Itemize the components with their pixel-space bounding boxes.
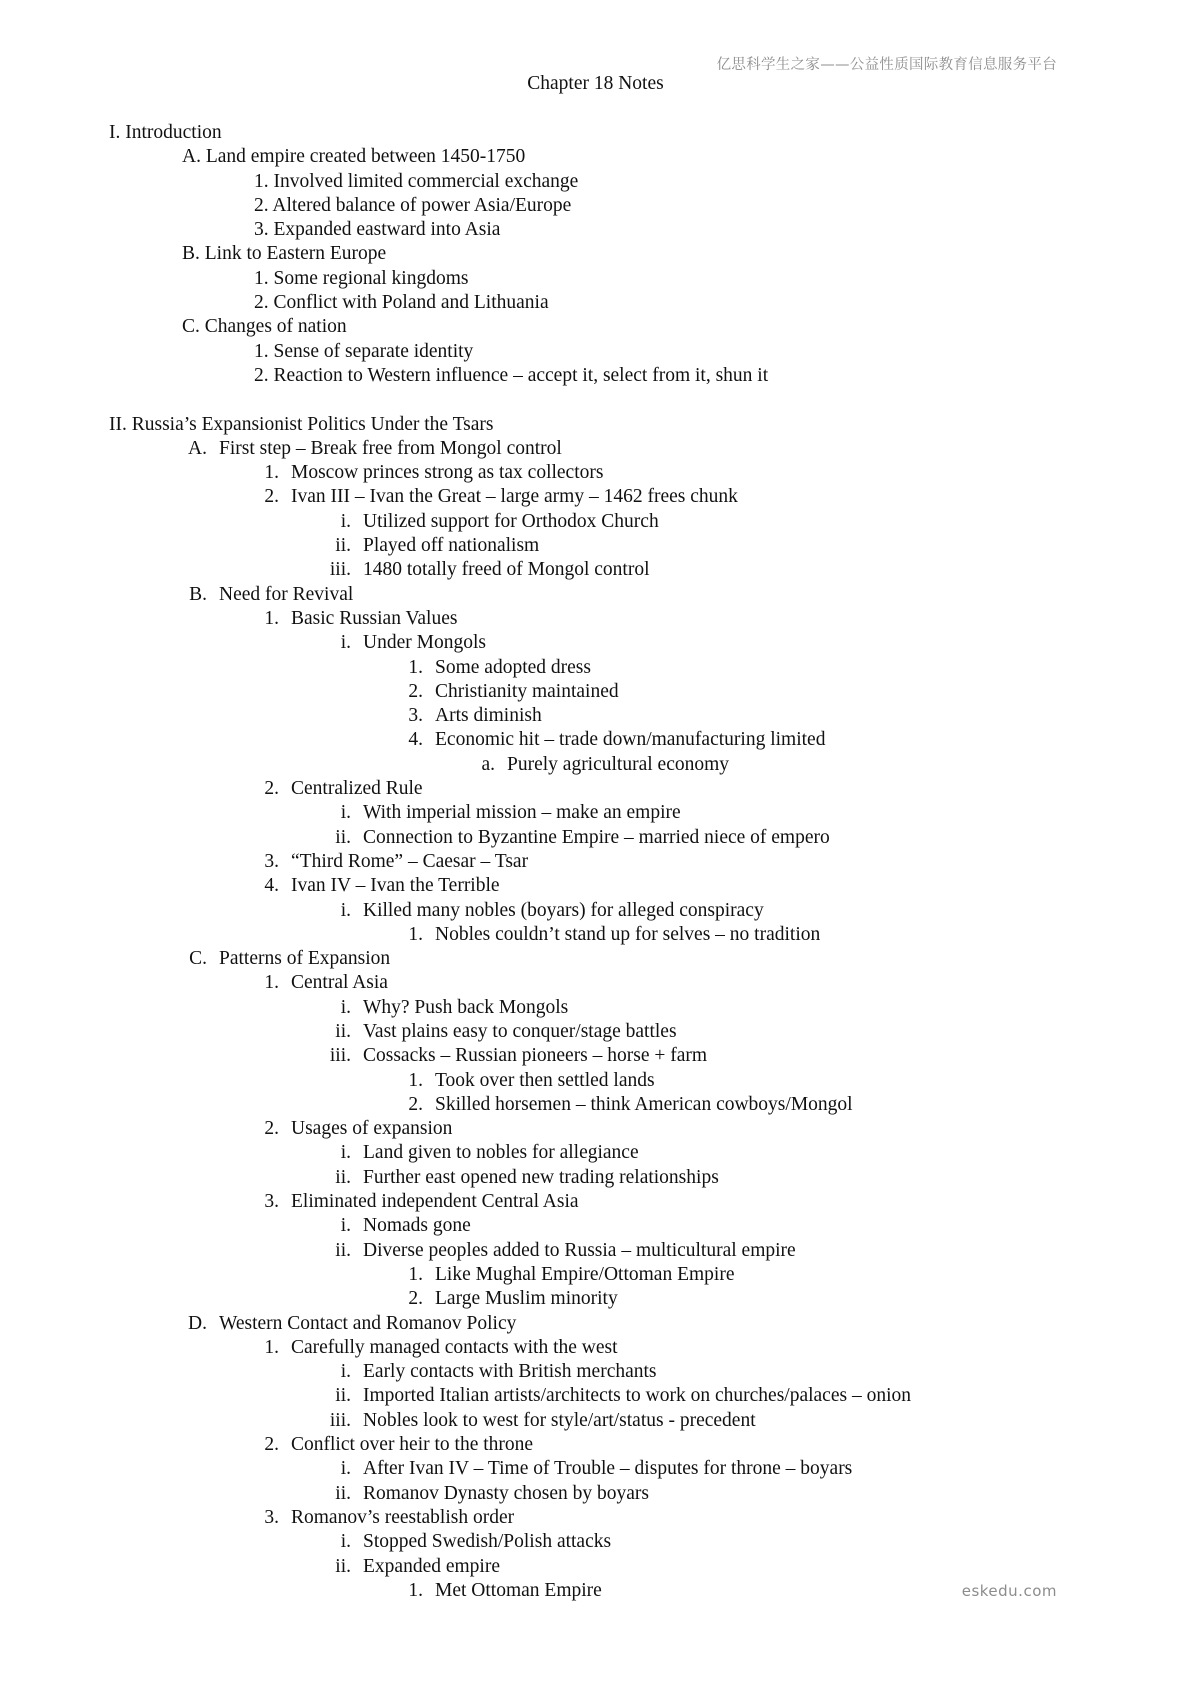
outline-item-text: Land given to nobles for allegiance (363, 1142, 639, 1164)
outline-item-marker: D. (188, 1312, 207, 1334)
outline-item (0, 1239, 1191, 1263)
outline-item (0, 1093, 1191, 1117)
outline-item (0, 461, 1191, 485)
outline-item (0, 1044, 1191, 1068)
outline-item-marker: i. (340, 996, 351, 1018)
outline-item-text: 1. Involved limited commercial exchange (254, 170, 579, 192)
outline-item-text: Eliminated independent Central Asia (291, 1191, 579, 1213)
outline-item-text: Took over then settled lands (435, 1069, 655, 1091)
outline-item-text: After Ivan IV – Time of Trouble – disputes for throne – boyars (363, 1458, 853, 1480)
outline-item (0, 996, 1191, 1020)
outline-item (0, 1482, 1191, 1506)
outline-item (0, 923, 1191, 947)
outline-item-text: Central Asia (291, 972, 388, 994)
outline-item-marker: ii. (335, 826, 351, 848)
outline-item (0, 631, 1191, 655)
outline-item (0, 777, 1191, 801)
outline-item-marker: 2. (408, 1093, 423, 1115)
watermark-header: 亿思科学生之家——公益性质国际教育信息服务平台 (716, 57, 1057, 73)
outline-item-text: Vast plains easy to conquer/stage battles (363, 1020, 677, 1042)
outline-item (0, 558, 1191, 582)
outline-item-marker: 2. (264, 486, 279, 508)
outline-item-text: With imperial mission – make an empire (363, 802, 681, 824)
outline-item-marker: 3. (264, 850, 279, 872)
outline-item (0, 1287, 1191, 1311)
outline-item-text: Killed many nobles (boyars) for alleged conspiracy (363, 899, 764, 921)
outline-item-marker: i. (340, 1458, 351, 1480)
outline-item-marker: i. (340, 802, 351, 824)
outline-item-marker: 1. (408, 1579, 423, 1601)
outline-item-text: Romanov Dynasty chosen by boyars (363, 1482, 649, 1504)
outline-item (0, 218, 1191, 242)
outline-item (0, 753, 1191, 777)
outline-item-marker: 2. (408, 1288, 423, 1310)
outline-item-text: Ivan IV – Ivan the Terrible (291, 875, 500, 897)
outline-item-text: Played off nationalism (363, 535, 540, 557)
outline-item (0, 1433, 1191, 1457)
outline-item-marker: 3. (408, 705, 423, 727)
outline-item (0, 704, 1191, 728)
outline-item-text: Expanded empire (363, 1555, 500, 1577)
page-title: Chapter 18 Notes (527, 73, 664, 94)
section-heading-text: II. Russia’s Expansionist Politics Under the Tsars (109, 413, 494, 435)
outline-item (0, 1166, 1191, 1190)
outline-item-text: Nobles couldn’t stand up for selves – no tradition (435, 923, 821, 945)
outline-item-text: 1. Sense of separate identity (254, 340, 474, 362)
outline-item (0, 437, 1191, 461)
outline-item (0, 267, 1191, 291)
outline-item-text: 2. Reaction to Western influence – accept it, select from it, shun it (254, 364, 769, 386)
outline-item-text: Nobles look to west for style/art/status - precedent (363, 1409, 756, 1431)
outline-item-marker: ii. (335, 1385, 351, 1407)
outline-item-marker: 3. (264, 1506, 279, 1528)
section-heading-text: I. Introduction (109, 122, 222, 143)
outline-item (0, 145, 1191, 169)
outline-item-text: Utilized support for Orthodox Church (363, 510, 659, 532)
outline-item (0, 1384, 1191, 1408)
outline-item (0, 1263, 1191, 1287)
outline-item (0, 1020, 1191, 1044)
outline-item (0, 1190, 1191, 1214)
outline-item-marker: iii. (329, 1409, 351, 1431)
outline-item-text: 2. Altered balance of power Asia/Europe (254, 194, 572, 216)
outline-item-marker: ii. (335, 1555, 351, 1577)
outline-item (0, 1069, 1191, 1093)
outline-item (0, 607, 1191, 631)
outline-item-text: Further east opened new trading relationships (363, 1166, 719, 1188)
outline-item-marker: 4. (408, 729, 423, 751)
outline-item-text: Romanov’s reestablish order (291, 1506, 515, 1528)
outline-item-text: Connection to Byzantine Empire – married niece of empero (363, 826, 830, 848)
outline-item-text: Cossacks – Russian pioneers – horse + farm (363, 1045, 708, 1067)
outline-item (0, 170, 1191, 194)
outline-item (0, 899, 1191, 923)
outline-item-text: Under Mongols (363, 632, 486, 654)
outline-item-marker: 1. (408, 1069, 423, 1091)
outline-item-text: A. Land empire created between 1450-1750 (182, 146, 526, 168)
outline-item (0, 680, 1191, 704)
outline-item-marker: 4. (264, 875, 279, 897)
outline-item-text: Basic Russian Values (291, 607, 458, 629)
outline-item-text: First step – Break free from Mongol control (219, 437, 562, 459)
outline-item-text: 3. Expanded eastward into Asia (254, 219, 501, 241)
outline-item-marker: 3. (264, 1191, 279, 1213)
outline-item (0, 1555, 1191, 1579)
outline-item-marker: i. (340, 1531, 351, 1553)
outline-item-text: Ivan III – Ivan the Great – large army – 1462 frees chunk (291, 486, 738, 508)
outline-item-text: 1480 totally freed of Mongol control (363, 559, 650, 581)
outline-item-marker: 1. (264, 607, 279, 629)
outline-item-marker: 2. (264, 1434, 279, 1456)
outline-item-text: Imported Italian artists/architects to work on churches/palaces – onion (363, 1385, 911, 1407)
outline-item-marker: ii. (335, 535, 351, 557)
outline-item-marker: ii. (335, 1020, 351, 1042)
watermark-footer: eskedu.com (961, 1582, 1057, 1600)
outline-item (0, 656, 1191, 680)
outline-item (0, 583, 1191, 607)
outline-item (0, 1117, 1191, 1141)
outline-item-text: Like Mughal Empire/Ottoman Empire (435, 1263, 735, 1285)
outline-item-marker: 2. (264, 1118, 279, 1140)
outline-item-text: Large Muslim minority (435, 1288, 618, 1310)
outline-item (0, 1409, 1191, 1433)
outline-item (0, 510, 1191, 534)
outline-item-marker: i. (340, 1361, 351, 1383)
outline-item-text: Arts diminish (435, 705, 542, 727)
outline-item-marker: iii. (329, 1045, 351, 1067)
outline-item (0, 291, 1191, 315)
outline-item-marker: i. (340, 899, 351, 921)
outline-item-marker: C. (189, 948, 207, 970)
outline-item-text: 1. Some regional kingdoms (254, 267, 469, 289)
outline-item (0, 801, 1191, 825)
outline-item (0, 826, 1191, 850)
outline-item-marker: 1. (408, 1263, 423, 1285)
outline-item-marker: i. (340, 510, 351, 532)
outline-item-marker: 1. (408, 656, 423, 678)
outline-item-marker: i. (340, 632, 351, 654)
outline-item-text: Diverse peoples added to Russia – multicultural empire (363, 1239, 796, 1261)
outline-item-text: Stopped Swedish/Polish attacks (363, 1531, 612, 1553)
outline-item-text: 2. Conflict with Poland and Lithuania (254, 292, 549, 314)
outline-item (0, 947, 1191, 971)
outline-item-text: Met Ottoman Empire (435, 1579, 602, 1601)
outline-item-marker: 1. (264, 462, 279, 484)
outline-item-text: “Third Rome” – Caesar – Tsar (291, 850, 529, 872)
outline-item-text: Carefully managed contacts with the west (291, 1336, 618, 1358)
section-heading (0, 121, 1191, 145)
outline-item-text: Western Contact and Romanov Policy (219, 1312, 517, 1334)
outline-item-text: Why? Push back Mongols (363, 996, 569, 1018)
outline-item-text: Early contacts with British merchants (363, 1361, 657, 1383)
outline-item (0, 874, 1191, 898)
outline-item-text: Some adopted dress (435, 656, 591, 678)
outline-item-marker: iii. (329, 559, 351, 581)
outline-item-marker: ii. (335, 1239, 351, 1261)
outline-item (0, 534, 1191, 558)
outline-item-text: Centralized Rule (291, 778, 423, 800)
outline-item (0, 340, 1191, 364)
outline-item (0, 728, 1191, 752)
outline-item-text: Economic hit – trade down/manufacturing limited (435, 729, 826, 751)
outline-item (0, 194, 1191, 218)
outline-item-marker: i. (340, 1215, 351, 1237)
outline-item (0, 1530, 1191, 1554)
outline-item (0, 1312, 1191, 1336)
outline-item (0, 242, 1191, 266)
outline-item-marker: 2. (408, 680, 423, 702)
outline-item-marker: a. (481, 753, 495, 775)
outline-item-text: Nomads gone (363, 1215, 471, 1237)
outline-item (0, 1141, 1191, 1165)
outline-item (0, 315, 1191, 339)
outline-item (0, 1214, 1191, 1238)
outline-item-marker: 1. (264, 1336, 279, 1358)
outline-item-text: Skilled horsemen – think American cowboys/Mongol (435, 1093, 853, 1115)
outline-item-text: Christianity maintained (435, 680, 619, 702)
section-heading (0, 413, 1191, 437)
outline-item (0, 971, 1191, 995)
outline-item-marker: i. (340, 1142, 351, 1164)
outline-item-marker: 1. (264, 972, 279, 994)
outline-item-text: Usages of expansion (291, 1118, 453, 1140)
outline-item-marker: ii. (335, 1166, 351, 1188)
outline-item-text: Moscow princes strong as tax collectors (291, 462, 604, 484)
outline-item-marker: B. (189, 583, 207, 605)
notes-outline (0, 121, 1191, 1603)
outline-item-text: Patterns of Expansion (219, 948, 391, 970)
outline-item-marker: A. (188, 437, 207, 459)
outline-item-text: C. Changes of nation (182, 316, 347, 338)
outline-item (0, 1360, 1191, 1384)
outline-item-text: Purely agricultural economy (507, 753, 730, 775)
outline-item (0, 1457, 1191, 1481)
outline-item-marker: 1. (408, 923, 423, 945)
outline-item-marker: 2. (264, 778, 279, 800)
outline-item (0, 850, 1191, 874)
outline-item (0, 485, 1191, 509)
outline-item-text: Conflict over heir to the throne (291, 1434, 534, 1456)
outline-item-marker: ii. (335, 1482, 351, 1504)
outline-item (0, 1506, 1191, 1530)
outline-item-text: Need for Revival (219, 583, 354, 605)
outline-item (0, 1336, 1191, 1360)
outline-item (0, 364, 1191, 388)
outline-item-text: B. Link to Eastern Europe (182, 243, 387, 265)
